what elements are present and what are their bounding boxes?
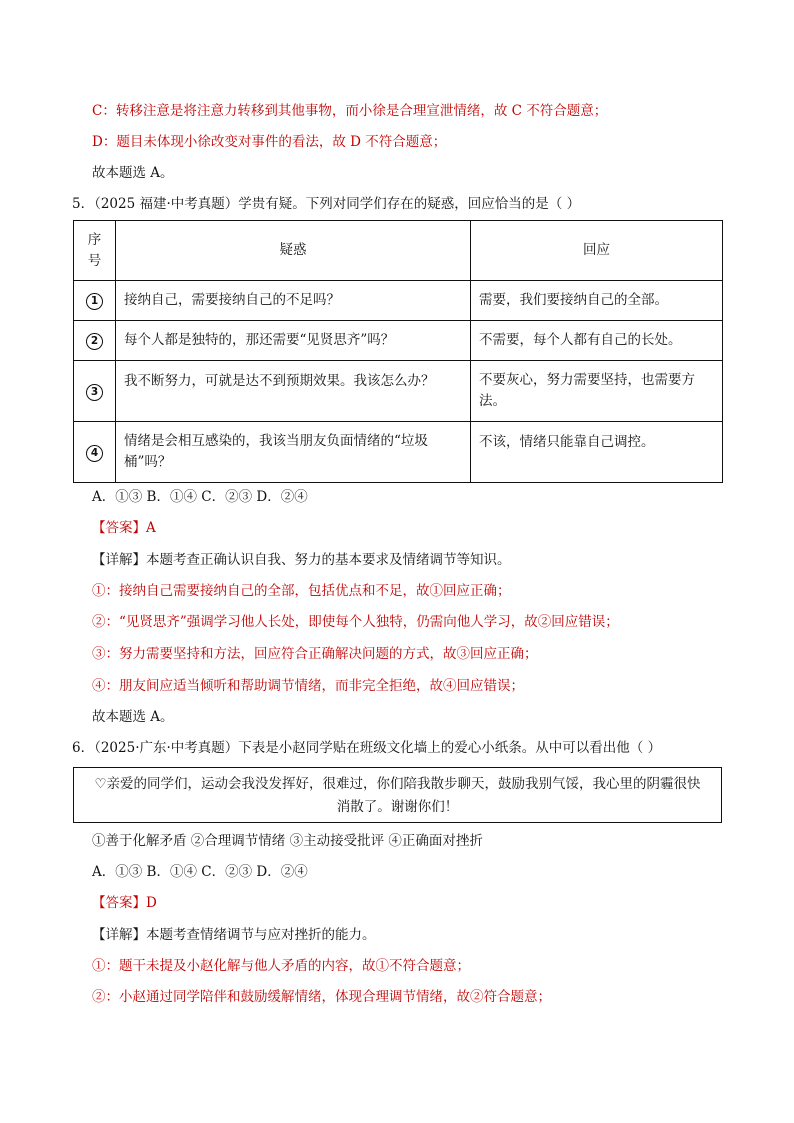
row-reply: 不要灰心，努力需要坚持，也需要方法。 — [471, 361, 723, 422]
question-5-analysis-1: ①：接纳自己需要接纳自己的全部，包括优点和不足，故①回应正确； — [92, 583, 511, 599]
question-6-analysis-2: ②：小赵通过同学陪伴和鼓励缓解情绪，体现合理调节情绪，故②符合题意； — [92, 989, 551, 1005]
row-number-2: 2 — [86, 333, 103, 350]
question-5-conclusion: 故本题选 A。 — [92, 709, 174, 725]
question-6-statements: ①善于化解矛盾 ②合理调节情绪 ③主动接受批评 ④正确面对挫折 — [92, 833, 483, 849]
table-row — [74, 321, 723, 361]
header-doubt: 疑惑 — [116, 221, 471, 281]
question-5-analysis-3: ③：努力需要坚持和方法，回应符合正确解决问题的方式，故③回应正确； — [92, 646, 538, 662]
row-number-1: 1 — [86, 293, 103, 310]
row-reply: 需要，我们要接纳自己的全部。 — [471, 281, 723, 321]
question-5-analysis-2: ②：“见贤思齐”强调学习他人长处，即使每个人独特，仍需向他人学习，故②回应错误； — [92, 614, 619, 630]
love-note-line-1: ♡亲爱的同学们，运动会我没发挥好，很难过，你们陪我散步聊天，鼓励我别气馁，我心里的阴霾很快 — [94, 776, 701, 792]
row-doubt: 每个人都是独特的，那还需要“见贤思齐”吗？ — [116, 321, 471, 361]
row-reply: 不该，情绪只能靠自己调控。 — [471, 422, 723, 483]
option-d-analysis: D：题目未体现小徐改变对事件的看法，故 D 不符合题意； — [92, 134, 447, 150]
row-doubt: 我不断努力，可就是达不到预期效果。我该怎么办？ — [116, 361, 471, 422]
question-6-stem: 6．（2025·广东·中考真题）下表是小赵同学贴在班级文化墙上的爱心小纸条。从中可以看出他（ ） — [72, 740, 662, 756]
question-5-detail: 【详解】本题考查正确认识自我、努力的基本要求及情绪调节等知识。 — [92, 552, 511, 568]
table-header-row — [74, 221, 723, 281]
question-5-answer: 【答案】A — [92, 520, 156, 536]
love-note-line-2: 消散了。谢谢你们！ — [336, 799, 459, 815]
table-row — [74, 281, 723, 321]
table-row — [74, 361, 723, 422]
question-6-detail: 【详解】本题考查情绪调节与应对挫折的能力。 — [92, 927, 376, 943]
question-6-analysis-1: ①：题干未提及小赵化解与他人矛盾的内容，故①不符合题意； — [92, 958, 470, 974]
question-5-stem: 5．（2025 福建·中考真题）学贵有疑。下列对同学们存在的疑惑，回应恰当的是（ ） — [72, 196, 581, 212]
question-6-answer: 【答案】D — [92, 895, 157, 911]
question-6-options: A．①③ B．①④ C．②③ D．②④ — [92, 864, 308, 880]
header-reply: 回应 — [471, 221, 723, 281]
question-5-analysis-4: ④：朋友间应适当倾听和帮助调节情绪，而非完全拒绝，故④回应错误； — [92, 678, 524, 694]
header-number: 序 号 — [74, 221, 116, 281]
love-note-box — [73, 767, 722, 823]
row-doubt: 接纳自己，需要接纳自己的不足吗？ — [116, 281, 471, 321]
table-row — [74, 422, 723, 483]
row-number-3: 3 — [86, 384, 103, 401]
row-reply: 不需要，每个人都有自己的长处。 — [471, 321, 723, 361]
option-c-analysis: C：转移注意是将注意力转移到其他事物，而小徐是合理宣泄情绪，故 C 不符合题意； — [92, 103, 608, 119]
row-number-4: 4 — [86, 445, 103, 462]
question-5-table — [73, 220, 723, 483]
question-5-options: A．①③ B．①④ C．②③ D．②④ — [92, 489, 308, 505]
previous-conclusion: 故本题选 A。 — [92, 165, 174, 181]
row-doubt: 情绪是会相互感染的，我该当朋友负面情绪的“垃圾桶”吗？ — [116, 422, 471, 483]
